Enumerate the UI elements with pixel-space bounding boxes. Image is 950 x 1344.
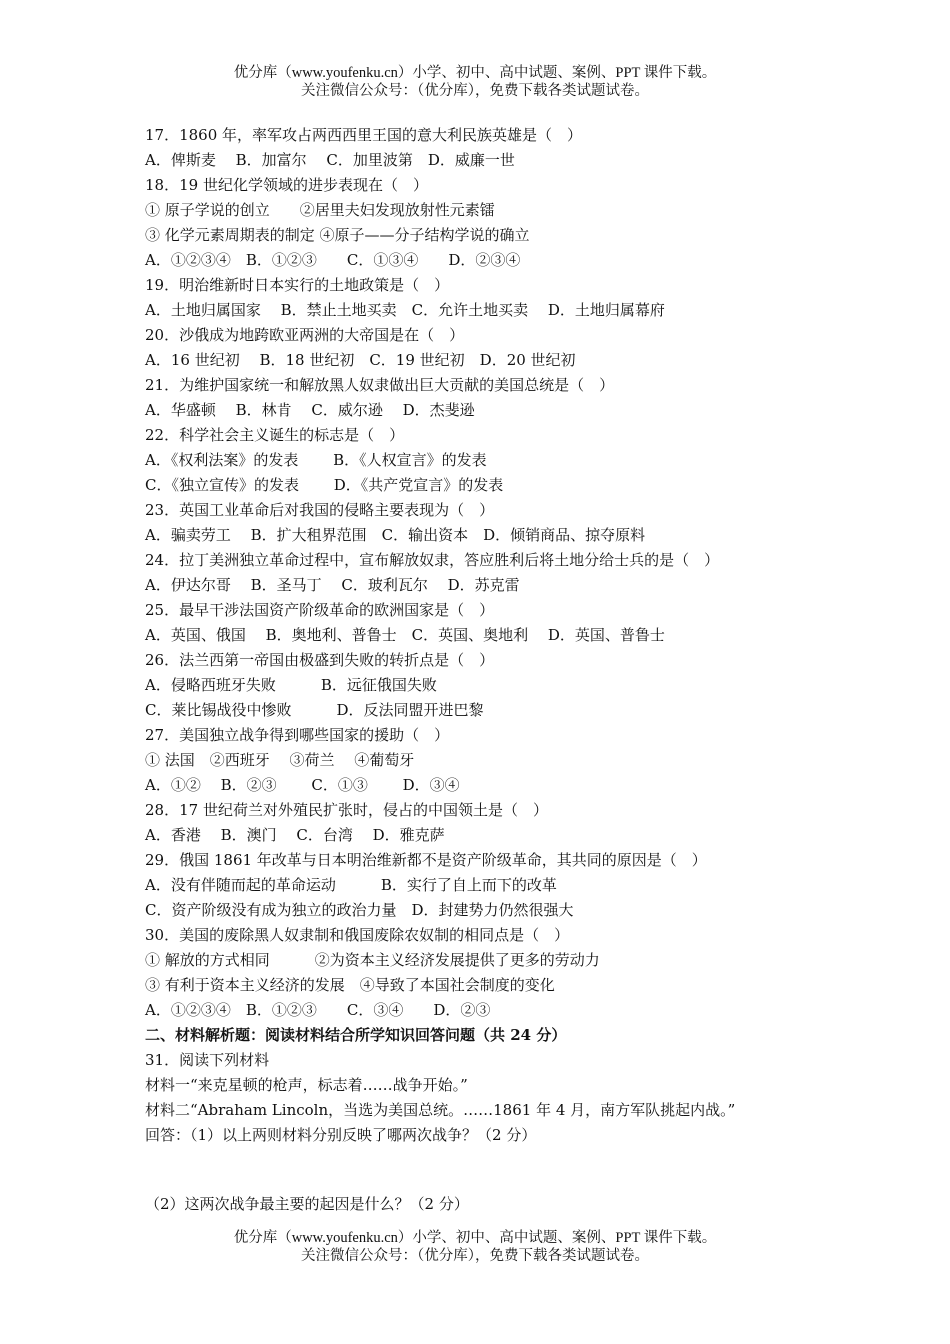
question-line: 26．法兰西第一帝国由极盛到失败的转折点是（ ）: [145, 651, 495, 669]
question-line: ① 法国 ②西班牙 ③荷兰 ④葡萄牙: [145, 751, 415, 769]
answer-prompt: 回答：（1）以上两则材料分别反映了哪两次战争？（2 分）: [145, 1126, 537, 1144]
question-line: A．俾斯麦 B．加富尔 C．加里波第 D．威廉一世: [145, 151, 515, 169]
question-line: A．华盛顿 B．林肯 C．威尔逊 D．杰斐逊: [145, 401, 475, 419]
banner-line-site: 优分库（www.youfenku.cn）小学、初中、高中试题、案例、PPT 课件下载。: [233, 1230, 717, 1246]
question-line: C．《独立宣传》的发表 D．《共产党宣言》的发表: [145, 476, 504, 494]
question-line: ① 解放的方式相同 ②为资本主义经济发展提供了更多的劳动力: [145, 951, 600, 969]
question-line: 25．最早干涉法国资产阶级革命的欧洲国家是（ ）: [145, 601, 495, 619]
question-line: 20．沙俄成为地跨欧亚两洲的大帝国是在（ ）: [145, 326, 465, 344]
question-line: 19．明治维新时日本实行的土地政策是（ ）: [145, 276, 450, 294]
question-line: A．侵略西班牙失败 B．远征俄国失败: [145, 676, 437, 694]
footer-banner: [0, 1229, 950, 1265]
header-banner: [0, 64, 950, 100]
question-line: 28．17 世纪荷兰对外殖民扩张时，侵占的中国领土是（ ）: [145, 801, 548, 819]
question-line: ③ 化学元素周期表的制定 ④原子——分子结构学说的确立: [145, 226, 530, 244]
answer-space: [145, 1148, 845, 1192]
question-line: ③ 有利于资本主义经济的发展 ④导致了本国社会制度的变化: [145, 976, 555, 994]
question-line: 27．美国独立战争得到哪些国家的援助（ ）: [145, 726, 450, 744]
question-line: C．莱比锡战役中惨败 D．反法同盟开进巴黎: [145, 701, 484, 719]
question-line: A．16 世纪初 B．18 世纪初 C．19 世纪初 D．20 世纪初: [145, 351, 576, 369]
question-line: 30．美国的废除黑人奴隶制和俄国废除农奴制的相同点是（ ）: [145, 926, 570, 944]
banner-line-wechat: 关注微信公众号：（优分库），免费下载各类试题试卷。: [301, 83, 649, 99]
question-line: A．香港 B．澳门 C．台湾 D．雅克萨: [145, 826, 445, 844]
question-line: ① 原子学说的创立 ②居里夫妇发现放射性元素镭: [145, 201, 495, 219]
question-line: A．《权利法案》的发表 B．《人权宣言》的发表: [145, 451, 487, 469]
banner-line-site: 优分库（www.youfenku.cn）小学、初中、高中试题、案例、PPT 课件下载。: [233, 65, 717, 81]
banner-line-wechat: 关注微信公众号：（优分库），免费下载各类试题试卷。: [301, 1248, 649, 1264]
material-line: 材料二“Abraham Lincoln，当选为美国总统。……1861 年 4 月，南方军队挑起内战。”: [145, 1101, 736, 1119]
question-line: A．没有伴随而起的革命运动 B．实行了自上而下的改革: [145, 876, 557, 894]
question-line: 23．英国工业革命后对我国的侵略主要表现为（ ）: [145, 501, 495, 519]
question-line: 18．19 世纪化学领域的进步表现在（ ）: [145, 176, 428, 194]
question-line: A．骗卖劳工 B．扩大租界范围 C．输出资本 D．倾销商品、掠夺原料: [145, 526, 646, 544]
question-line: A．伊达尔哥 B．圣马丁 C．玻利瓦尔 D．苏克雷: [145, 576, 520, 594]
question-line: 17．1860 年，率军攻占两西西里王国的意大利民族英雄是（ ）: [145, 126, 583, 144]
material-line: 材料一“来克星顿的枪声，标志着……战争开始。”: [145, 1076, 468, 1094]
question-line: C．资产阶级没有成为独立的政治力量 D．封建势力仍然很强大: [145, 901, 574, 919]
question-line: A．土地归属国家 B．禁止土地买卖 C．允许土地买卖 D．土地归属幕府: [145, 301, 665, 319]
question-line: A．①② B．②③ C．①③ D．③④: [145, 776, 460, 794]
question-line: 29．俄国 1861 年改革与日本明治维新都不是资产阶级革命，其共同的原因是（ ）: [145, 851, 707, 869]
question-line: A．①②③④ B．①②③ C．③④ D．②③: [145, 1001, 491, 1019]
question-line: 21．为维护国家统一和解放黑人奴隶做出巨大贡献的美国总统是（ ）: [145, 376, 615, 394]
answer-prompt: （2）这两次战争最主要的起因是什么？（2 分）: [145, 1195, 469, 1213]
question-line: A．①②③④ B．①②③ C．①③④ D．②③④: [145, 251, 521, 269]
question-line: A．英国、俄国 B．奥地利、普鲁士 C．英国、奥地利 D．英国、普鲁士: [145, 626, 665, 644]
question-line: 24．拉丁美洲独立革命过程中，宣布解放奴隶，答应胜利后将土地分给士兵的是（ ）: [145, 551, 720, 569]
question-line: 31．阅读下列材料: [145, 1051, 270, 1069]
exam-content: [145, 123, 845, 1217]
question-line: 22．科学社会主义诞生的标志是（ ）: [145, 426, 405, 444]
section-heading: 二、材料解析题：阅读材料结合所学知识回答问题（共 24 分）: [145, 1026, 567, 1044]
